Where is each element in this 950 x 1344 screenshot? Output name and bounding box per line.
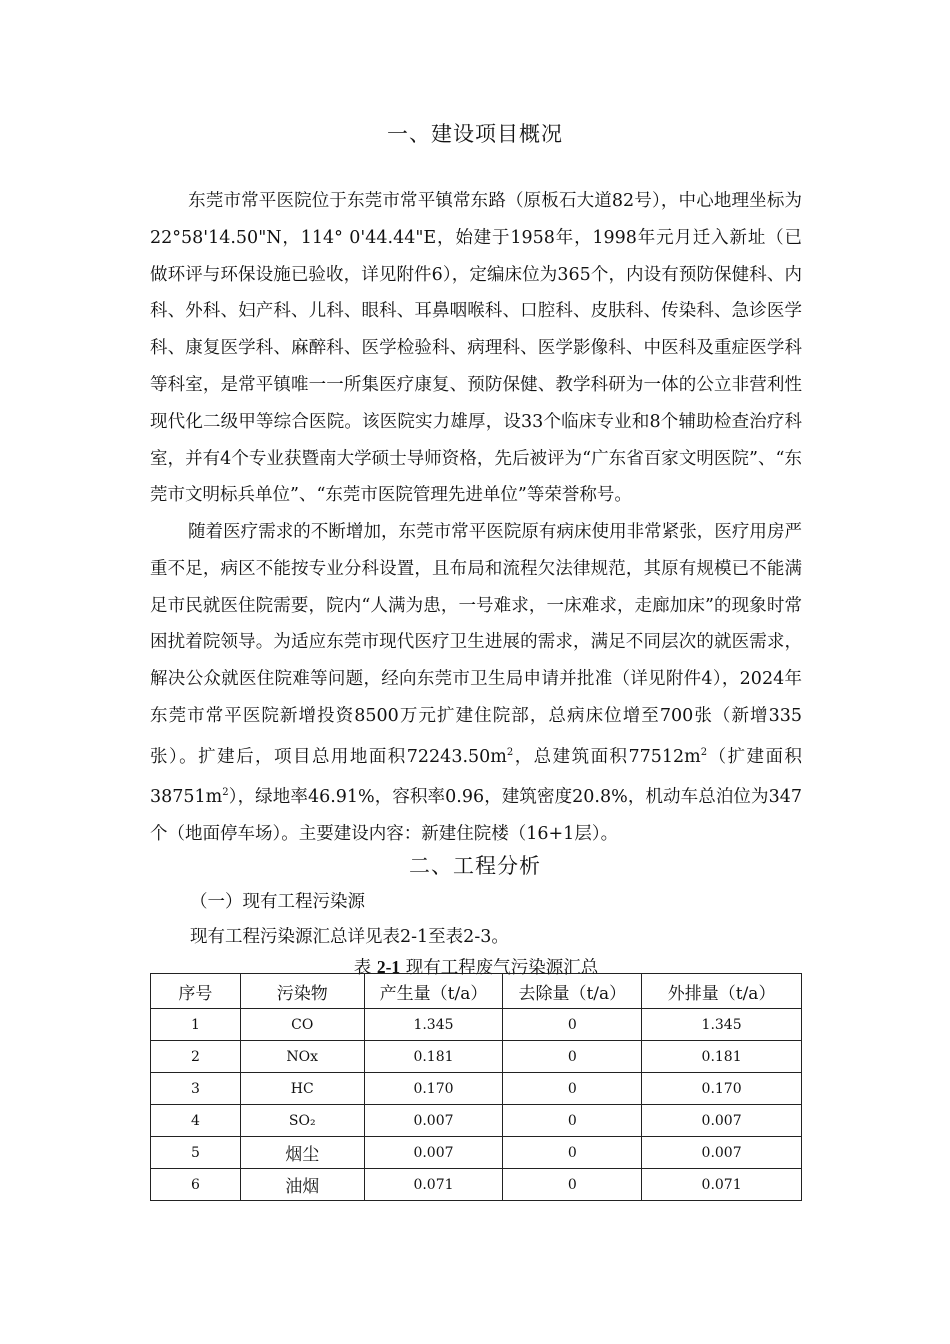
cell-no: 6 [151,1169,241,1201]
cell-pollutant: HC [240,1073,364,1105]
superscript: 2 [222,787,229,799]
cell-produced: 0.181 [364,1041,503,1073]
paragraph-expansion-text-c: （扩建面积38751m [150,746,802,808]
cell-removed: 0 [503,1009,642,1041]
table-header-row [151,974,802,1009]
table-row [151,1041,802,1073]
cell-removed: 0 [503,1169,642,1201]
cell-removed: 0 [503,1137,642,1169]
table-row [151,1169,802,1201]
section-2-title: 二、工程分析 [409,854,541,878]
cell-pollutant: 烟尘 [240,1137,364,1169]
paragraph-expansion-text-b: ，总建筑面积77512m [513,746,701,767]
cell-pollutant: NOx [240,1041,364,1073]
paragraph-expansion [150,514,802,853]
section-1-title: 一、建设项目概况 [387,122,563,146]
cell-produced: 0.170 [364,1073,503,1105]
subsection-title: （一）现有工程污染源 [190,892,365,912]
cell-no: 5 [151,1137,241,1169]
cell-no: 4 [151,1105,241,1137]
cell-emitted: 1.345 [642,1009,802,1041]
cell-produced: 0.007 [364,1105,503,1137]
cell-emitted: 0.170 [642,1073,802,1105]
superscript: 2 [506,746,514,758]
header-pollutant: 污染物 [240,974,364,1009]
table-row [151,1009,802,1041]
cell-emitted: 0.071 [642,1169,802,1201]
cell-emitted: 0.007 [642,1105,802,1137]
cell-emitted: 0.007 [642,1137,802,1169]
cell-removed: 0 [503,1041,642,1073]
cell-pollutant: CO [240,1009,364,1041]
table-row [151,1137,802,1169]
paragraph-expansion-text-a: 随着医疗需求的不断增加，东莞市常平医院原有病床使用非常紧张，医疗用房严重不足，病区不能按专业分科设置，且布局和流程欠法律规范，其原有规模已不能满足市民就医住院需要，院内“人满为患，一号难求，一床难求，走廊加床”的现象时常困扰着院领导。为适应东莞市现代医疗卫生进展的需求，满足不同层次的就医需求，解决公众就医住院难等问题，经向东莞市卫生局申请并批准（详见附件4），2024年东莞市常平医院新增投资8500万元扩建住院部，总病床位增至700张（新增335张）。扩建后，项目总用地面积72243.50m [150,522,802,767]
cell-removed: 0 [503,1105,642,1137]
table-row [151,1073,802,1105]
caption-number: 2-1 [376,957,401,977]
header-no: 序号 [151,974,241,1009]
cell-no: 3 [151,1073,241,1105]
cell-pollutant: SO₂ [240,1105,364,1137]
cell-produced: 0.071 [364,1169,503,1201]
table-row [151,1105,802,1137]
header-emitted: 外排量（t/a） [642,974,802,1009]
paragraph-overview [150,183,802,514]
header-produced: 产生量（t/a） [364,974,503,1009]
header-removed: 去除量（t/a） [503,974,642,1009]
cell-no: 2 [151,1041,241,1073]
caption-text: 现有工程废气污染源汇总 [405,958,599,978]
paragraph-overview-text: 东莞市常平医院位于东莞市常平镇常东路（原板石大道82号），中心地理坐标为22°58'14.50"N，114° 0'44.44"E，始建于1958年，1998年元月迁入新址（已做环评与环保设施已验收，详见附件6），定编床位为365个，内设有预防保健科、内科、外科、妇产科、儿科、眼科、耳鼻咽喉科、口腔科、皮肤科、传染科、急诊医学科、康复医学科、麻醉科、医学检验科、病理科、医学影像科、中医科及重症医学科等科室，是常平镇唯一一所集医疗康复、预防保健、教学科研为一体的公立非营利性现代化二级甲等综合医院。该医院实力雄厚，设33个临床专业和8个辅助检查治疗科室，并有4个专业获暨南大学硕士导师资格，先后被评为“广东省百家文明医院”、“东莞市文明标兵单位”、“东莞市医院管理先进单位”等荣誉称号。 [150,191,802,506]
caption-prefix: 表 [353,958,372,978]
table-intro-text: 现有工程污染源汇总详见表2-1至表2-3。 [190,927,509,947]
cell-no: 1 [151,1009,241,1041]
pollutant-table [150,973,802,1201]
cell-produced: 0.007 [364,1137,503,1169]
cell-emitted: 0.181 [642,1041,802,1073]
paragraph-expansion-text-d: ），绿地率46.91%，容积率0.96，建筑密度20.8%，机动车总泊位为347个（地面停车场）。主要建设内容：新建住院楼（16+1层）。 [150,787,802,845]
cell-pollutant: 油烟 [240,1169,364,1201]
superscript: 2 [700,746,708,758]
cell-produced: 1.345 [364,1009,503,1041]
cell-removed: 0 [503,1073,642,1105]
